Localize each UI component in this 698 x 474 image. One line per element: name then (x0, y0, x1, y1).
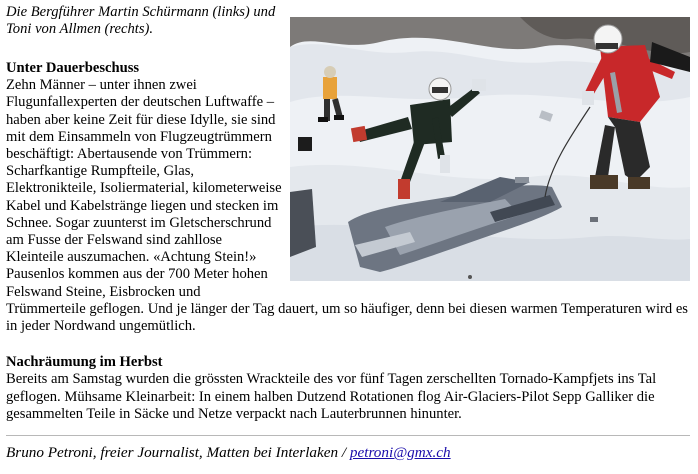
section-body-nachraeumung: Bereits am Samstag wurden die grössten Wrackteile des vor fünf Tagen zerschellten Tornado-Kampfjets ins Tal geflogen. Mühsame Kleinarbeit: In einem halben Dutzend Rotationen flog Air-Glaciers-Pilot Sepp Galliker die gesammelten Teile in Säcke und Netze verpackt nach Lauterbrunnen hinunter. (6, 371, 657, 422)
byline-text: Bruno Petroni, freier Journalist, Matten bei Interlaken / (6, 444, 350, 462)
author-email-link[interactable]: petroni@gmx.ch (349, 444, 451, 462)
section-body-dauerbeschuss: Zehn Männer – unter ihnen zwei Flugunfallexperten der deutschen Luftwaffe – haben aber keine Zeit für diese Idylle, sie sind mit dem Einsammeln von Flugzeugtrümmern beschäftigt: Abertausende von Trümmern: Scharfkantige Rumpfteile, Glas, Elektronikteile, Isoliermaterial, kilometerweise Kabel und Kabelstränge liegen und stecken im Schnee. Sogar zuunterst im Gletscherschrund am Fusse der Felswand sind zahllose Kleinteile auszumachen. «Achtung Stein!» Pausenlos kommen aus der 700 Meter hohen Felswand Steine, Eisbrocken und Trümmerteile geflogen. Und je länger der Tag dauert, um so häufiger, denn bei diesen warmen Temperaturen wird es in jeder Nordwand ungemütlich. (6, 77, 688, 335)
section-heading-nachraeumung: Nachräumung im Herbst (6, 354, 163, 371)
divider (6, 435, 690, 436)
photo-caption: Die Bergführer Martin Schürmann (links) und Toni von Allmen (rechts). (6, 4, 276, 38)
photo-mountain-guides-wreckage (290, 17, 690, 281)
author-byline (6, 444, 690, 461)
article-photo (290, 17, 690, 281)
article (0, 4, 690, 474)
section-heading-dauerbeschuss: Unter Dauerbeschuss (6, 60, 140, 76)
